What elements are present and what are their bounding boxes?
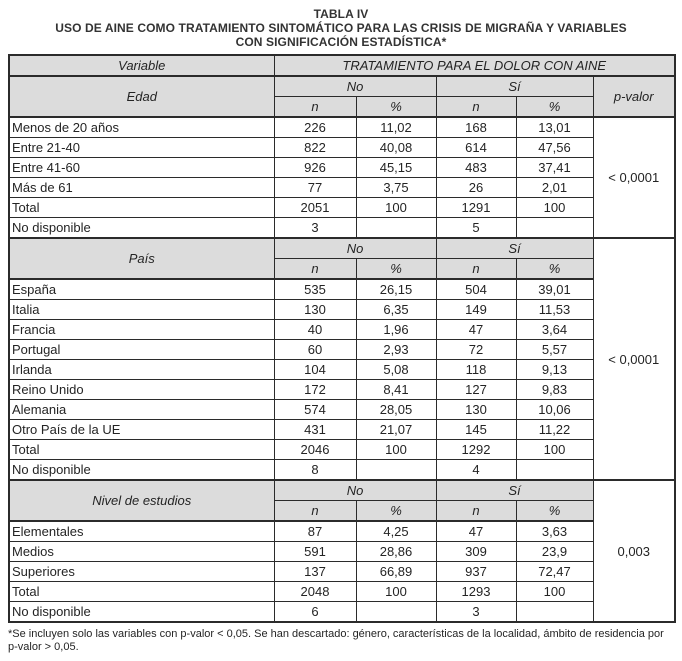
cell-si-n: 1292 — [436, 440, 516, 460]
cell-si-n: 118 — [436, 360, 516, 380]
table-row — [9, 340, 675, 360]
table-row — [9, 198, 675, 218]
cell-no-n: 2051 — [274, 198, 356, 218]
col-header-pct: % — [516, 259, 593, 280]
p-value-nivel: 0,003 — [593, 480, 675, 622]
cell-si-n: 149 — [436, 300, 516, 320]
cell-no-n: 130 — [274, 300, 356, 320]
cell-si-pct: 10,06 — [516, 400, 593, 420]
row-label: Portugal — [9, 340, 274, 360]
col-header-n: n — [436, 259, 516, 280]
col-header-no: No — [274, 76, 436, 97]
cell-si-n: 127 — [436, 380, 516, 400]
cell-no-n: 137 — [274, 562, 356, 582]
cell-no-pct — [356, 602, 436, 623]
table-row — [9, 582, 675, 602]
statistics-table — [8, 54, 676, 623]
cell-no-n: 591 — [274, 542, 356, 562]
section-label-pais: País — [9, 238, 274, 279]
col-header-pct: % — [356, 501, 436, 522]
table-row — [9, 542, 675, 562]
cell-no-n: 574 — [274, 400, 356, 420]
cell-no-n: 172 — [274, 380, 356, 400]
cell-no-n: 87 — [274, 521, 356, 542]
cell-si-pct: 100 — [516, 440, 593, 460]
cell-no-pct: 28,86 — [356, 542, 436, 562]
row-label: Total — [9, 198, 274, 218]
col-header-n: n — [274, 97, 356, 118]
table-row — [9, 380, 675, 400]
row-label: Entre 21-40 — [9, 138, 274, 158]
col-header-si: Sí — [436, 76, 593, 97]
cell-no-pct: 66,89 — [356, 562, 436, 582]
cell-no-pct: 100 — [356, 582, 436, 602]
cell-si-n: 47 — [436, 320, 516, 340]
table-row — [9, 279, 675, 300]
table-row — [9, 218, 675, 239]
row-label: Superiores — [9, 562, 274, 582]
cell-no-pct: 40,08 — [356, 138, 436, 158]
cell-si-n: 26 — [436, 178, 516, 198]
row-label: No disponible — [9, 602, 274, 623]
cell-no-pct: 2,93 — [356, 340, 436, 360]
cell-no-pct: 5,08 — [356, 360, 436, 380]
col-header-pct: % — [356, 259, 436, 280]
cell-si-pct: 9,13 — [516, 360, 593, 380]
cell-si-pct: 37,41 — [516, 158, 593, 178]
cell-si-pct: 39,01 — [516, 279, 593, 300]
row-label: Francia — [9, 320, 274, 340]
table-row — [9, 562, 675, 582]
p-value-pais: < 0,0001 — [593, 238, 675, 480]
row-label: Italia — [9, 300, 274, 320]
table-title-block — [0, 0, 682, 49]
table-title-line-2: CON SIGNIFICACIÓN ESTADÍSTICA* — [235, 35, 447, 49]
cell-si-pct: 5,57 — [516, 340, 593, 360]
row-label: Entre 41-60 — [9, 158, 274, 178]
table-row — [9, 420, 675, 440]
col-header-pct: % — [516, 97, 593, 118]
col-header-pvalor: p-valor — [593, 76, 675, 117]
cell-si-n: 5 — [436, 218, 516, 239]
cell-si-pct: 3,63 — [516, 521, 593, 542]
row-label: Elementales — [9, 521, 274, 542]
cell-si-n: 47 — [436, 521, 516, 542]
col-header-si: Sí — [436, 238, 593, 259]
cell-no-pct: 1,96 — [356, 320, 436, 340]
cell-no-n: 8 — [274, 460, 356, 481]
cell-si-n: 1293 — [436, 582, 516, 602]
row-label: No disponible — [9, 218, 274, 239]
row-label: Más de 61 — [9, 178, 274, 198]
pais-header-row — [9, 238, 675, 259]
row-label: Medios — [9, 542, 274, 562]
p-value-edad: < 0,0001 — [593, 117, 675, 238]
col-header-pct: % — [516, 501, 593, 522]
cell-no-n: 535 — [274, 279, 356, 300]
cell-si-pct — [516, 218, 593, 239]
col-header-pct: % — [356, 97, 436, 118]
cell-si-pct: 23,9 — [516, 542, 593, 562]
cell-si-n: 168 — [436, 117, 516, 138]
col-header-n: n — [274, 501, 356, 522]
cell-si-pct: 100 — [516, 582, 593, 602]
cell-no-n: 6 — [274, 602, 356, 623]
table-row — [9, 521, 675, 542]
col-header-n: n — [436, 501, 516, 522]
col-header-no: No — [274, 238, 436, 259]
cell-no-pct — [356, 218, 436, 239]
table-row — [9, 320, 675, 340]
col-header-n: n — [274, 259, 356, 280]
cell-no-pct: 11,02 — [356, 117, 436, 138]
cell-si-n: 3 — [436, 602, 516, 623]
cell-si-n: 130 — [436, 400, 516, 420]
table-row — [9, 460, 675, 481]
cell-no-pct: 100 — [356, 440, 436, 460]
table-row — [9, 400, 675, 420]
row-label: Total — [9, 440, 274, 460]
cell-si-n: 309 — [436, 542, 516, 562]
row-label: Reino Unido — [9, 380, 274, 400]
table-footnote: *Se incluyen solo las variables con p-valor < 0,05. Se han descartado: género, características de la localidad, ámbito de residencia por p-valor > 0,05. — [8, 628, 664, 653]
cell-no-n: 926 — [274, 158, 356, 178]
cell-si-pct: 9,83 — [516, 380, 593, 400]
row-label: Menos de 20 años — [9, 117, 274, 138]
cell-no-n: 60 — [274, 340, 356, 360]
table-row — [9, 440, 675, 460]
cell-si-n: 614 — [436, 138, 516, 158]
edad-header-row — [9, 76, 675, 97]
table-number: TABLA IV — [313, 7, 369, 21]
row-label: Total — [9, 582, 274, 602]
cell-no-pct — [356, 460, 436, 481]
cell-si-pct: 47,56 — [516, 138, 593, 158]
cell-no-n: 431 — [274, 420, 356, 440]
nivel-header-row — [9, 480, 675, 501]
table-row — [9, 117, 675, 138]
cell-no-n: 2046 — [274, 440, 356, 460]
cell-si-n: 72 — [436, 340, 516, 360]
section-label-edad: Edad — [9, 76, 274, 117]
cell-no-n: 40 — [274, 320, 356, 340]
cell-no-n: 104 — [274, 360, 356, 380]
cell-si-n: 1291 — [436, 198, 516, 218]
cell-no-pct: 6,35 — [356, 300, 436, 320]
cell-no-pct: 26,15 — [356, 279, 436, 300]
variable-header: Variable — [9, 55, 274, 76]
table-row — [9, 138, 675, 158]
cell-no-n: 77 — [274, 178, 356, 198]
cell-si-n: 4 — [436, 460, 516, 481]
row-label: No disponible — [9, 460, 274, 481]
cell-no-pct: 3,75 — [356, 178, 436, 198]
cell-si-n: 145 — [436, 420, 516, 440]
table-title-line-1: USO DE AINE COMO TRATAMIENTO SINTOMÁTICO PARA LAS CRISIS DE MIGRAÑA Y VARIABLES — [55, 21, 627, 35]
cell-no-pct: 45,15 — [356, 158, 436, 178]
cell-si-n: 504 — [436, 279, 516, 300]
section-label-nivel: Nivel de estudios — [9, 480, 274, 521]
cell-si-pct: 72,47 — [516, 562, 593, 582]
cell-no-pct: 8,41 — [356, 380, 436, 400]
cell-no-n: 3 — [274, 218, 356, 239]
table-row — [9, 300, 675, 320]
cell-no-pct: 21,07 — [356, 420, 436, 440]
treatment-header: TRATAMIENTO PARA EL DOLOR CON AINE — [274, 55, 675, 76]
row-label: Irlanda — [9, 360, 274, 380]
cell-si-pct: 100 — [516, 198, 593, 218]
top-header-row — [9, 55, 675, 76]
table-row — [9, 178, 675, 198]
cell-no-n: 822 — [274, 138, 356, 158]
row-label: Otro País de la UE — [9, 420, 274, 440]
col-header-no: No — [274, 480, 436, 501]
cell-si-pct: 3,64 — [516, 320, 593, 340]
table-row — [9, 602, 675, 623]
table-row — [9, 360, 675, 380]
cell-si-pct: 11,22 — [516, 420, 593, 440]
cell-si-pct: 13,01 — [516, 117, 593, 138]
cell-si-n: 483 — [436, 158, 516, 178]
cell-no-n: 2048 — [274, 582, 356, 602]
row-label: Alemania — [9, 400, 274, 420]
col-header-si: Sí — [436, 480, 593, 501]
cell-no-n: 226 — [274, 117, 356, 138]
cell-si-n: 937 — [436, 562, 516, 582]
cell-si-pct: 11,53 — [516, 300, 593, 320]
cell-si-pct — [516, 460, 593, 481]
cell-si-pct — [516, 602, 593, 623]
col-header-n: n — [436, 97, 516, 118]
row-label: España — [9, 279, 274, 300]
cell-no-pct: 100 — [356, 198, 436, 218]
cell-no-pct: 28,05 — [356, 400, 436, 420]
table-row — [9, 158, 675, 178]
cell-si-pct: 2,01 — [516, 178, 593, 198]
cell-no-pct: 4,25 — [356, 521, 436, 542]
